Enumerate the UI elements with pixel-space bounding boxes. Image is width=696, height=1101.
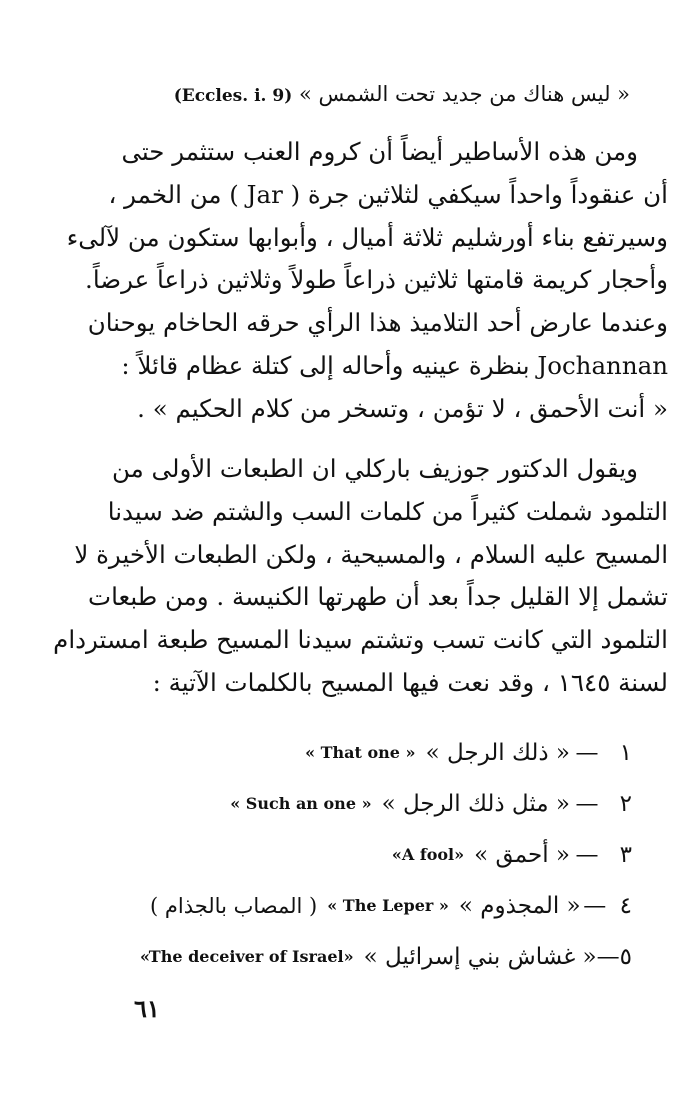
list-item bbox=[150, 829, 632, 880]
paragraph-talmud-editions bbox=[53, 448, 668, 705]
text-line: أن عنقوداً واحداً سيكفي لثلاثين جرة ( Jar ) من الخمر ، bbox=[108, 179, 668, 209]
text-line: ويقول الدكتور جوزيف باركلي ان الطبعات الأولى من bbox=[112, 454, 638, 483]
item-english: «A fool» bbox=[391, 845, 465, 864]
item-english: «The deceiver of Israel» bbox=[139, 947, 354, 966]
text-line: التلمود التي كانت تسب وتشتم سيدنا المسيح طبعة امستردام bbox=[53, 625, 668, 655]
page-number: ٦١ bbox=[134, 994, 160, 1023]
item-dash: — bbox=[596, 943, 620, 970]
item-arabic: « غشاش بني إسرائيل » bbox=[363, 943, 597, 970]
item-note: ( المصاب بالجذام ) bbox=[150, 893, 318, 918]
list-item bbox=[139, 931, 632, 982]
epithet-list bbox=[139, 727, 632, 982]
header-quote: « ليس هناك من جديد تحت الشمس » bbox=[298, 82, 630, 106]
text-line: وسيرتفع بناء أورشليم ثلاثة أميال ، وأبوابها ستكون من لآلىء bbox=[66, 222, 668, 252]
page-header bbox=[160, 82, 630, 106]
text-line: تشمل إلا القليل جداً بعد أن طهرتها الكنيسة . ومن طبعات bbox=[88, 582, 668, 612]
list-item bbox=[150, 880, 632, 931]
text-line: التلمود شملت كثيراً من كلمات السب والشتم ضد سيدنا bbox=[107, 496, 668, 526]
item-number: ٥ bbox=[619, 943, 632, 970]
item-dash: — bbox=[575, 739, 599, 766]
text-line: « أنت الأحمق ، لا تؤمن ، وتسخر من كلام الحكيم » . bbox=[137, 393, 668, 423]
item-dash: — bbox=[583, 892, 607, 919]
item-arabic: « أحمق » bbox=[474, 841, 570, 868]
text-line: ومن هذه الأساطير أيضاً أن كروم العنب ستثمر حتى bbox=[121, 137, 638, 166]
item-english: « Such an one » bbox=[230, 794, 372, 813]
text-line: وأحجار كريمة قامتها ثلاثين ذراعاً طولاً وثلاثين ذراعاً عرضاً. bbox=[85, 265, 668, 295]
item-dash: — bbox=[575, 841, 599, 868]
text-line: وعندما عارض أحد التلاميذ هذا الرأي حرقه الحاخام يوحنان bbox=[87, 308, 668, 338]
header-reference: (Eccles. i. 9) bbox=[173, 86, 293, 106]
text-line: لسنة ١٦٤٥ ، وقد نعت فيها المسيح بالكلمات الآتية : bbox=[152, 667, 668, 697]
list-item bbox=[150, 727, 632, 778]
text-line: المسيح عليه السلام ، والمسيحية ، ولكن الطبعات الأخيرة لا bbox=[74, 539, 668, 569]
item-arabic: « مثل ذلك الرجل » bbox=[381, 790, 570, 817]
item-arabic: « ذلك الرجل » bbox=[425, 739, 570, 766]
item-english: « That one » bbox=[305, 743, 416, 762]
item-arabic: « المجذوم » bbox=[458, 892, 581, 919]
item-english: « The Leper » bbox=[327, 896, 449, 915]
item-number: ١ bbox=[619, 739, 632, 766]
item-number: ٢ bbox=[619, 790, 632, 817]
paragraph-legends bbox=[66, 131, 668, 431]
item-dash: — bbox=[575, 790, 599, 817]
text-line: Jochannan بنظرة عينيه وأحاله إلى كتلة عظام قائلاً : bbox=[121, 350, 668, 380]
item-number: ٤ bbox=[619, 892, 632, 919]
list-item bbox=[150, 778, 632, 829]
item-number: ٣ bbox=[619, 841, 632, 868]
